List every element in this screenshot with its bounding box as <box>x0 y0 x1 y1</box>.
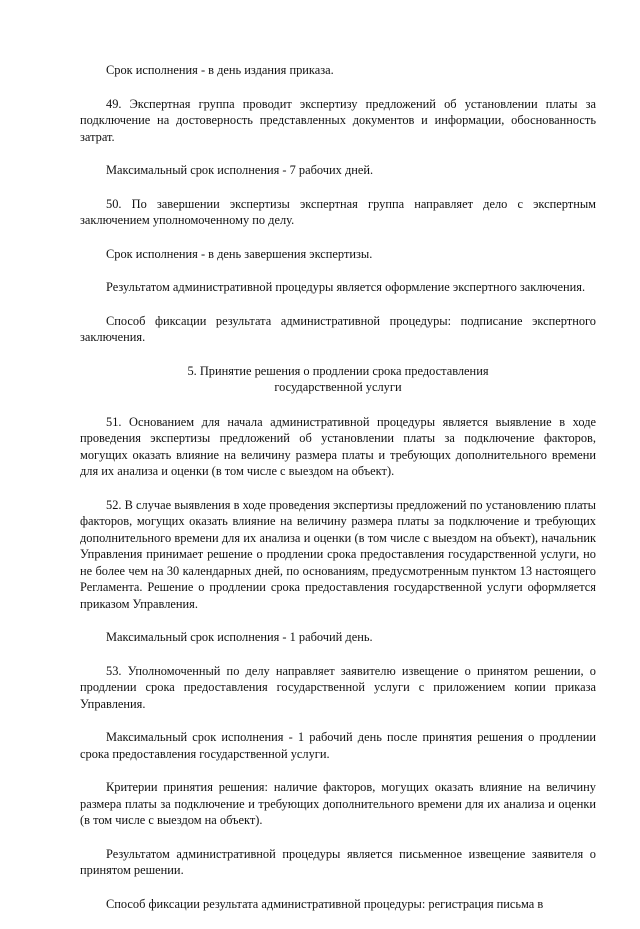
paragraph: Срок исполнения - в день завершения экспертизы. <box>106 246 373 261</box>
paragraph-item-53: 53. Уполномоченный по делу направляет заявителю извещение о принятом решении, о продлении срока предоставления государственной услуги с приложением копии приказа Управления. <box>80 663 596 711</box>
paragraph-item-49: 49. Экспертная группа проводит экспертизу предложений об установлении платы за подключение на достоверность представленных документов и информации, обоснованность затрат. <box>80 96 596 144</box>
section-heading-line: 5. Принятие решения о продлении срока предоставления <box>187 363 489 378</box>
paragraph: Максимальный срок исполнения - 7 рабочих дней. <box>106 163 374 177</box>
paragraph: Критерии принятия решения: наличие факторов, могущих оказать влияние на величину размера платы за подключение и требующих дополнительного времени для их анализа и оценки (в том числе с выездом на объект). <box>80 780 596 827</box>
section-heading-line: государственной услуги <box>274 380 402 394</box>
section-heading <box>80 363 596 396</box>
paragraph: Способ фиксации результата административной процедуры: регистрация письма в <box>106 896 544 911</box>
document-body <box>80 62 596 929</box>
paragraph-item-51: 51. Основанием для начала административной процедуры является выявление в ходе проведения экспертизы предложений об установлении платы за подключение факторов, могущих оказать влияние на величину размера платы и требующих дополнительного времени для их анализа и оценки (в том числе с выездом на объект). <box>80 414 596 478</box>
paragraph: Результатом административной процедуры является оформление экспертного заключения. <box>106 280 586 294</box>
paragraph: Максимальный срок исполнения - 1 рабочий день. <box>106 630 373 644</box>
paragraph: Результатом административной процедуры является письменное извещение заявителя о принятом решении. <box>80 846 596 877</box>
paragraph-item-52: 52. В случае выявления в ходе проведения экспертизы предложений по установлению платы факторов, могущих оказать влияние на величину размера платы за подключение и требующих дополнительного времени для их анализа и оценки (в том числе с выездом на объект), начальник Управления принимает решение о продлении срока предоставления государственной услуги, но не более чем на 30 календарных дней, по основаниям, предусмотренным пунктом 13 настоящего Регламента. Решение о продлении срока предоставления государственной услуги оформляется приказом Управления. <box>80 497 596 611</box>
paragraph: Срок исполнения - в день издания приказа. <box>106 63 334 77</box>
paragraph: Способ фиксации результата административной процедуры: подписание экспертного заключения. <box>80 313 596 344</box>
paragraph-item-50: 50. По завершении экспертизы экспертная группа направляет дело с экспертным заключением уполномоченному по делу. <box>80 196 596 227</box>
paragraph: Максимальный срок исполнения - 1 рабочий день после принятия решения о продлении срока предоставления государственной услуги. <box>80 730 596 761</box>
